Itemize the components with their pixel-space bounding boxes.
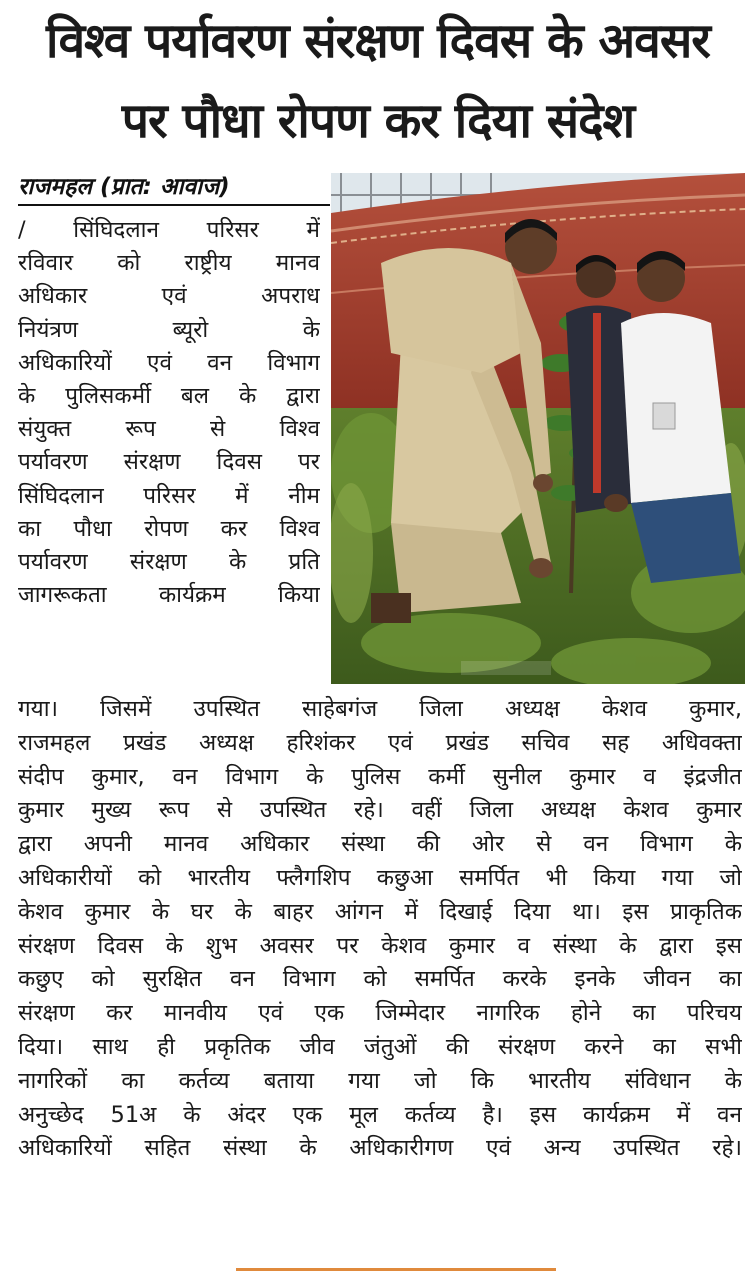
column-line: अधिकारियों एवं वन विभाग bbox=[18, 349, 320, 376]
dateline: राजमहल (प्रात: आवाज) bbox=[18, 170, 330, 206]
column-line: रविवार को राष्ट्रीय मानव bbox=[18, 250, 320, 277]
column-line: / सिंघिदलान परिसर में bbox=[18, 217, 320, 243]
body-line: संदीप कुमार, वन विभाग के पुलिस कर्मी सुनील कुमार व इंद्रजीत bbox=[18, 763, 742, 790]
column-line: के पुलिसकर्मी बल के द्वारा bbox=[18, 383, 320, 410]
body-line: अधिकारियों सहित संस्था के अधिकारीगण एवं अन्य उपस्थित रहे। bbox=[18, 1135, 742, 1162]
body-line: गया। जिसमें उपस्थित साहेबगंज जिला अध्यक्ष केशव कुमार, bbox=[18, 696, 742, 722]
body-line: संरक्षण दिवस के शुभ अवसर पर केशव कुमार व संस्था के द्वारा इस bbox=[18, 932, 742, 959]
body-line: अनुच्छेद 51अ के अंदर एक मूल कर्तव्य है। इस कार्यक्रम में वन bbox=[18, 1101, 742, 1128]
column-line: सिंघिदलान परिसर में नीम bbox=[18, 482, 320, 509]
column-line: पर्यावरण संरक्षण के प्रति bbox=[18, 549, 320, 576]
body-line: कछुए को सुरक्षित वन विभाग को समर्पित करके इनके जीवन का bbox=[18, 966, 742, 993]
article-full-width-text bbox=[18, 693, 742, 1166]
body-line: दिया। साथ ही प्रकृतिक जीव जंतुओं की संरक्षण करने का सभी bbox=[18, 1033, 742, 1060]
column-line: का पौधा रोपण कर विश्व bbox=[18, 515, 320, 542]
body-line: अधिकारीयों को भारतीय फ्लैगशिप कछुआ समर्पित भी किया गया जो bbox=[18, 864, 742, 891]
body-line: कुमार मुख्य रूप से उपस्थित रहे। वहीं जिला अध्यक्ष केशव कुमार bbox=[18, 797, 742, 824]
body-line: नागरिकों का कर्तव्य बताया गया जो कि भारतीय संविधान के bbox=[18, 1067, 742, 1094]
footer-divider bbox=[236, 1268, 556, 1271]
body-line: संरक्षण कर मानवीय एवं एक जिम्मेदार नागरिक होने का परिचय bbox=[18, 1000, 742, 1027]
body-line: केशव कुमार के घर के बाहर आंगन में दिखाई दिया था। इस प्राकृतिक bbox=[18, 898, 742, 925]
column-line: नियंत्रण ब्यूरो के bbox=[18, 316, 320, 343]
column-line: जागरूकता कार्यक्रम किया bbox=[18, 582, 320, 609]
article-column-text bbox=[18, 214, 320, 612]
body-line: द्वारा अपनी मानव अधिकार संस्था की ओर से वन विभाग के bbox=[18, 831, 742, 858]
column-line: पर्यावरण संरक्षण दिवस पर bbox=[18, 449, 320, 476]
headline-line-1: विश्व पर्यावरण संरक्षण दिवस के अवसर bbox=[46, 13, 710, 69]
news-photo bbox=[331, 173, 745, 684]
column-line: अधिकार एवं अपराध bbox=[18, 283, 320, 310]
column-line: संयुक्त रूप से विश्व bbox=[18, 416, 320, 443]
headline-line-2: पर पौधा रोपण कर दिया संदेश bbox=[121, 93, 635, 149]
body-line: राजमहल प्रखंड अध्यक्ष हरिशंकर एवं प्रखंड सचिव सह अधिवक्ता bbox=[18, 729, 742, 756]
